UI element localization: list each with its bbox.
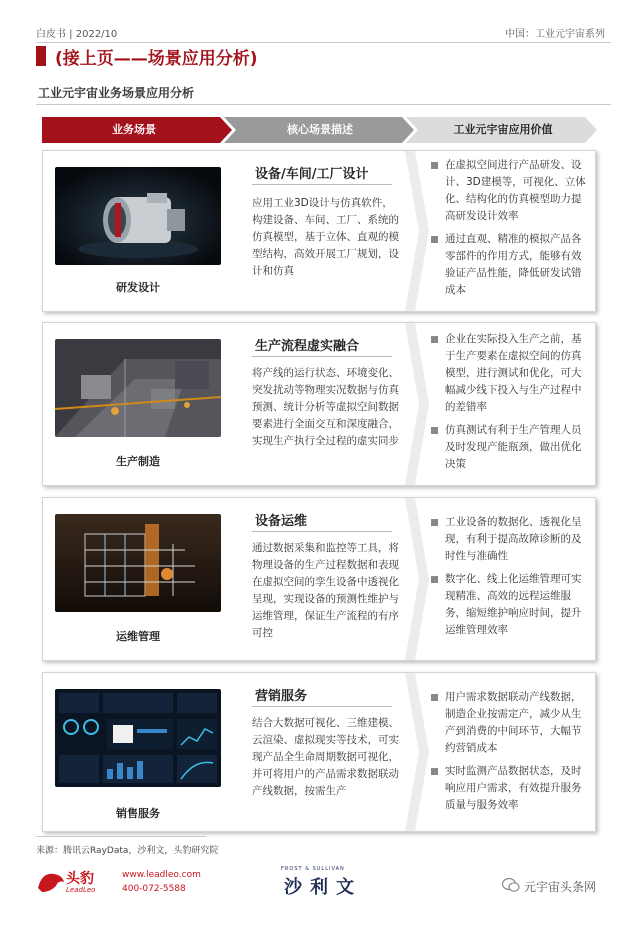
- engine-model-image: [55, 167, 221, 265]
- leadleo-leopard-icon: [36, 866, 66, 896]
- value-text: 实时监测产品数据状态，及时响应用户需求，有效提升服务质量与服务效率: [445, 765, 582, 811]
- value-text: 用户需求数据联动产线数据，制造企业按需定产，减少从生产到消费的中间环节，大幅节约营销成本: [445, 691, 582, 754]
- value-item: [431, 763, 591, 814]
- value-list: [431, 514, 591, 645]
- square-bullet-icon: [431, 519, 438, 526]
- header-divider: [36, 42, 611, 43]
- scene-title-underline: [252, 356, 392, 357]
- plant-xray-image: [55, 514, 221, 612]
- contact-info: [122, 868, 201, 896]
- value-item: [431, 157, 591, 225]
- title-accent-bar: [36, 46, 46, 66]
- category-label: 研发设计: [116, 281, 160, 294]
- category-label: 生产制造: [116, 455, 160, 468]
- source-divider: [36, 836, 206, 837]
- value-text: 企业在实际投入生产之前，基于生产要素在虚拟空间的仿真模型，进行测试和优化，可大幅减少线下投入与生产过程中的差错率: [445, 333, 582, 413]
- column-header-arrows: [42, 117, 597, 143]
- subtitle-divider: [36, 104, 611, 105]
- square-bullet-icon: [431, 162, 438, 169]
- value-text: 工业设备的数据化、透视化呈现，有利于提高故障诊断的及时性与准确性: [445, 516, 582, 562]
- phone-number: 400-072-5588: [122, 884, 186, 894]
- factory-floor-image: [55, 339, 221, 437]
- square-bullet-icon: [431, 694, 438, 701]
- frost-sullivan-logo-cn: 沙利文: [284, 877, 362, 898]
- leadleo-logo-cn: 头豹: [66, 871, 94, 887]
- value-item: [431, 331, 591, 416]
- scene-title: 生产流程虚实融合: [255, 339, 360, 354]
- wechat-icon: [502, 877, 520, 893]
- source-note: 来源：腾讯云RayData，沙利文，头豹研究院: [36, 846, 219, 856]
- value-item: [431, 689, 591, 757]
- chevron-divider-icon: [405, 151, 431, 311]
- square-bullet-icon: [431, 236, 438, 243]
- frost-sullivan-logo-en: FROST & SULLIVAN: [281, 866, 345, 872]
- value-text: 通过直观、精准的模拟产品各零部件的作用方式，能够有效验证产品性能，降低研发试错成本: [445, 233, 582, 296]
- scenario-card-sales: [42, 672, 596, 832]
- column-header-value: 工业元宇宙应用价值: [453, 123, 553, 136]
- scenario-card-production: [42, 322, 596, 486]
- dashboard-image: [55, 689, 221, 787]
- chevron-divider-icon: [405, 673, 431, 831]
- scene-description: 应用工业3D设计与仿真软件，构建设备、车间、工厂、系统的仿真模型，基于立体、直观的模型结构，高效开展工厂规划，设计和仿真: [252, 197, 399, 277]
- value-list: [431, 331, 591, 479]
- scene-description: 将产线的运行状态、环境变化、突发扰动等物理实况数据与仿真预测、统计分析等虚拟空间数据要素进行全面交互和深度融合，实现生产执行全过程的虚实同步: [252, 367, 399, 447]
- header-right: 中国：工业元宇宙系列: [505, 29, 605, 40]
- page-title: (接上页——场景应用分析): [55, 49, 258, 69]
- category-label: 运维管理: [116, 630, 160, 643]
- scene-title-underline: [252, 706, 392, 707]
- column-header-description: 核心场景描述: [287, 123, 353, 136]
- square-bullet-icon: [431, 427, 438, 434]
- scene-title: 设备/车间/工厂设计: [255, 167, 369, 182]
- scene-title-underline: [252, 184, 392, 185]
- scene-title: 设备运维: [255, 514, 308, 529]
- scene-title-underline: [252, 531, 392, 532]
- page-footer: [36, 866, 616, 906]
- value-text: 仿真测试有利于生产管理人员及时发现产能瓶颈，做出优化决策: [445, 424, 582, 470]
- scene-description: 结合大数据可视化、三维建模、云渲染、虚拟现实等技术，可实现产品全生命周期数据可视化，并可将用户的产品需求数据联动产线数据，按需生产: [252, 717, 399, 797]
- value-text: 数字化、线上化运维管理可实现精准、高效的远程运维服务，缩短维护响应时间，提升运维管理效率: [445, 573, 582, 636]
- square-bullet-icon: [431, 768, 438, 775]
- value-item: [431, 571, 591, 639]
- value-item: [431, 514, 591, 565]
- watermark-text: 元宇宙头条网: [524, 880, 597, 894]
- value-list: [431, 689, 591, 820]
- scenario-card-rnd: [42, 150, 596, 312]
- value-item: [431, 231, 591, 299]
- header-left: 白皮书 | 2022/10: [36, 29, 118, 40]
- value-list: [431, 157, 591, 305]
- column-header-scene: 业务场景: [112, 123, 156, 136]
- website-link[interactable]: www.leadleo.com: [122, 870, 201, 880]
- scenario-card-maintenance: [42, 497, 596, 661]
- scene-title: 营销服务: [255, 689, 308, 704]
- leadleo-logo-en: LeadLeo: [66, 886, 96, 894]
- square-bullet-icon: [431, 576, 438, 583]
- chevron-divider-icon: [405, 323, 431, 485]
- value-item: [431, 422, 591, 473]
- section-subtitle: 工业元宇宙业务场景应用分析: [38, 86, 195, 100]
- value-text: 在虚拟空间进行产品研发、设计、3D建模等，可视化、立体化、结构化的仿真模型助力提高研发设计效率: [445, 159, 586, 222]
- scene-description: 通过数据采集和监控等工具，将物理设备的生产过程数据和表现在虚拟空间的孪生设备中透视化呈现，实现设备的预测性维护与运维管理，保证生产流程的有序可控: [252, 542, 399, 639]
- square-bullet-icon: [431, 336, 438, 343]
- category-label: 销售服务: [116, 807, 160, 820]
- chevron-divider-icon: [405, 498, 431, 660]
